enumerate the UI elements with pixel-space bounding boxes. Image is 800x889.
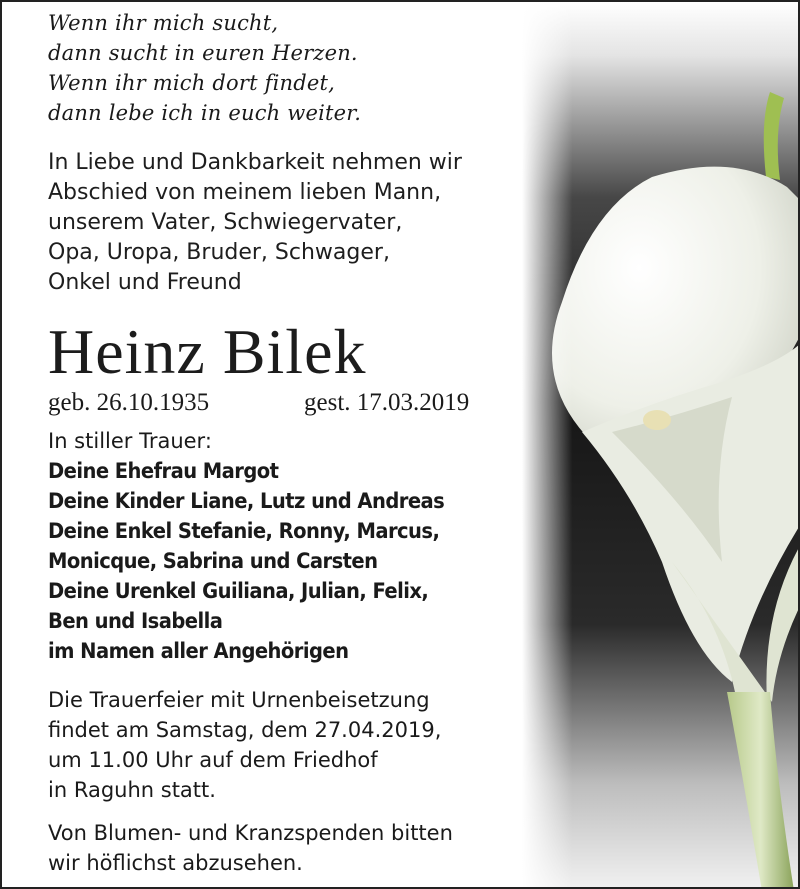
birth-date: geb. 26.10.1935 bbox=[48, 389, 210, 416]
poem-line: Wenn ihr mich dort findet, bbox=[48, 71, 336, 95]
intro-line: unserem Vater, Schwiegervater, bbox=[48, 210, 403, 235]
mourner-line: Deine Enkel Stefanie, Ronny, Marcus, bbox=[48, 519, 440, 543]
calla-lily-photo bbox=[522, 2, 800, 889]
deceased-name: Heinz Bilek bbox=[48, 316, 367, 387]
flowers-request bbox=[48, 818, 453, 878]
farewell-intro bbox=[48, 148, 462, 298]
mourner-line: im Namen aller Angehörigen bbox=[48, 639, 349, 663]
ceremony-line: Die Trauerfeier mit Urnenbeisetzung bbox=[48, 688, 430, 712]
mourner-line: Monicque, Sabrina und Carsten bbox=[48, 549, 378, 573]
intro-line: In Liebe und Dankbarkeit nehmen wir bbox=[48, 150, 462, 175]
mourner-line: Deine Ehefrau Margot bbox=[48, 459, 279, 483]
poem-line: dann sucht in euren Herzen. bbox=[48, 41, 358, 65]
ceremony-line: um 11.00 Uhr auf dem Friedhof bbox=[48, 748, 378, 772]
mourner-line: Deine Urenkel Guiliana, Julian, Felix, bbox=[48, 579, 429, 603]
intro-line: Onkel und Freund bbox=[48, 270, 242, 295]
poem-line: Wenn ihr mich sucht, bbox=[48, 11, 279, 35]
mourners-list bbox=[48, 456, 444, 666]
life-dates bbox=[48, 387, 469, 419]
flowers-line: Von Blumen- und Kranzspenden bitten bbox=[48, 821, 453, 845]
ceremony-info bbox=[48, 685, 441, 805]
ceremony-line: findet am Samstag, dem 27.04.2019, bbox=[48, 718, 442, 742]
mourner-line: Deine Kinder Liane, Lutz und Andreas bbox=[48, 489, 445, 513]
intro-line: Abschied von meinem lieben Mann, bbox=[48, 180, 442, 205]
poem-line: dann lebe ich in euch weiter. bbox=[48, 101, 362, 125]
mourner-line: Ben und Isabella bbox=[48, 609, 223, 633]
ceremony-line: in Raguhn statt. bbox=[48, 778, 216, 802]
mourning-label: In stiller Trauer: bbox=[48, 429, 212, 453]
flowers-line: wir höflichst abzusehen. bbox=[48, 851, 303, 875]
intro-line: Opa, Uropa, Bruder, Schwager, bbox=[48, 240, 390, 265]
memorial-poem bbox=[48, 8, 361, 128]
calla-lily-image bbox=[522, 2, 800, 889]
death-date: gest. 17.03.2019 bbox=[304, 389, 470, 416]
